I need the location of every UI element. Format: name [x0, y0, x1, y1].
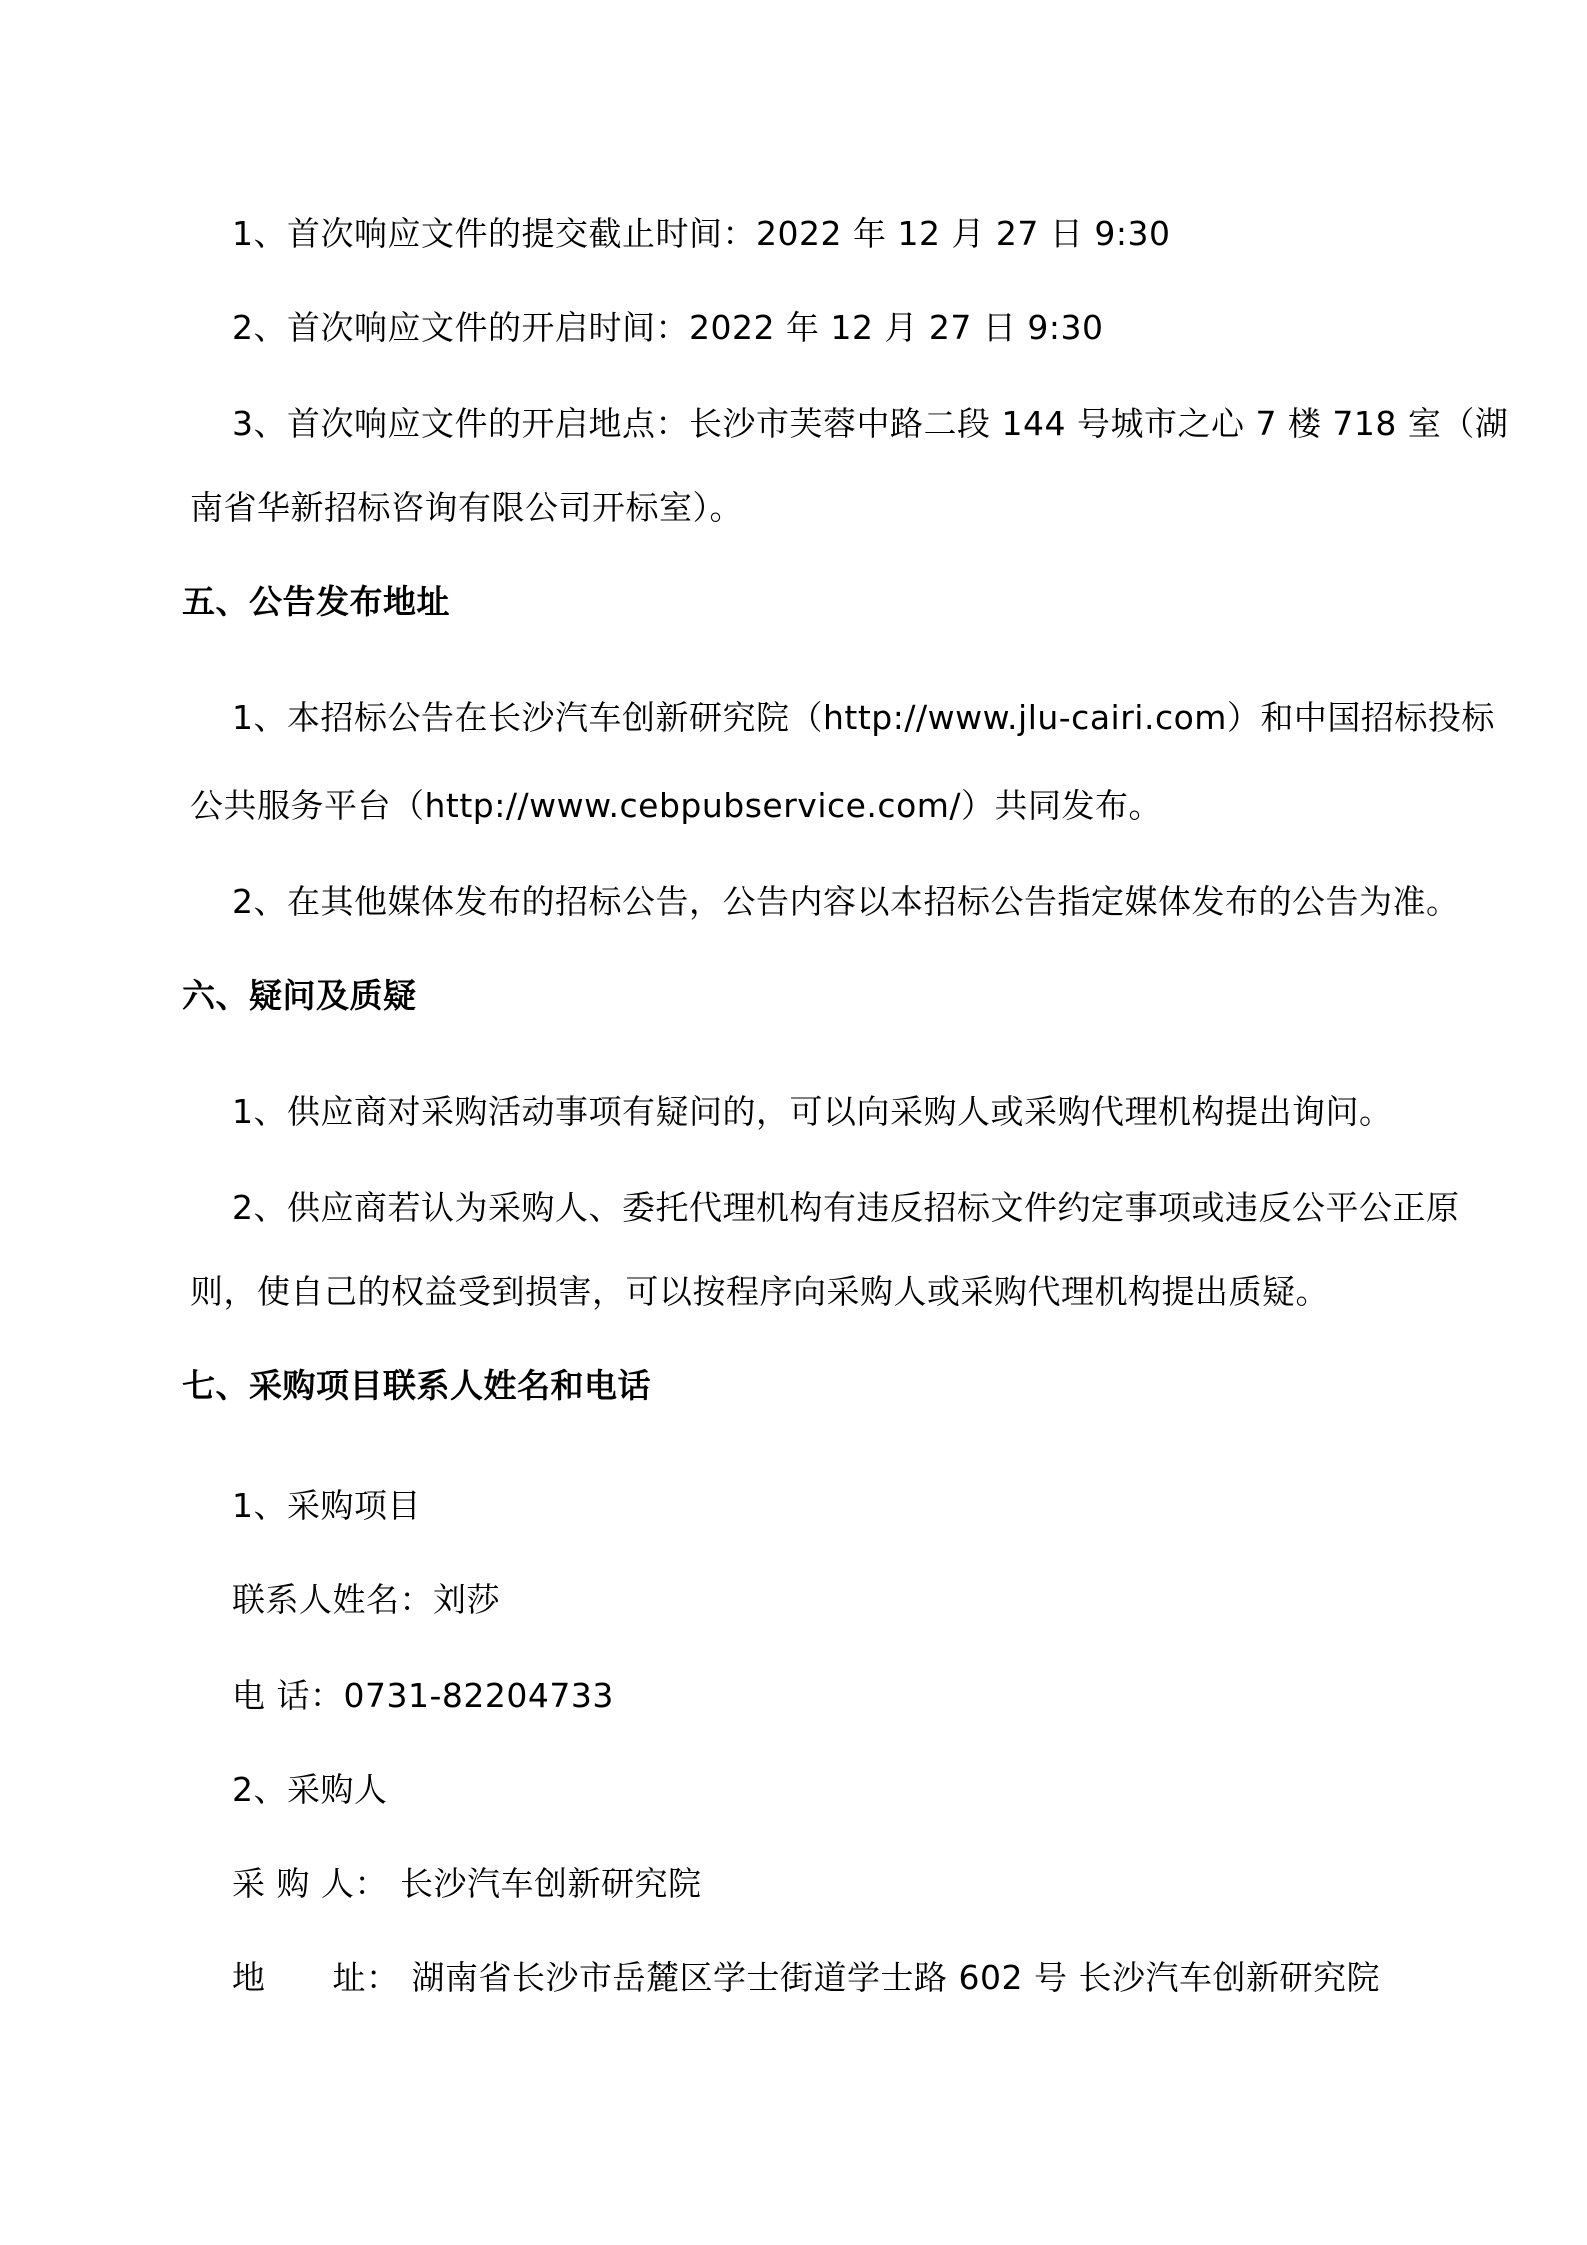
- purchaser-key: 采 购 人：: [232, 1864, 388, 1903]
- section-heading-contacts: 七、采购项目联系人姓名和电话: [182, 1366, 651, 1405]
- publish-item1-line2: 公共服务平台（http://www.cebpubservice.com/）共同发布。: [190, 786, 1163, 825]
- questions-item2-line1: 2、供应商若认为采购人、委托代理机构有违反招标文件约定事项或违反公平公正原: [232, 1188, 1460, 1227]
- section-heading-publish: 五、公告发布地址: [182, 582, 450, 621]
- project-label: 1、采购项目: [232, 1486, 421, 1525]
- purchaser-label: 2、采购人: [232, 1770, 388, 1809]
- address-value: 湖南省长沙市岳麓区学士街道学士路 602 号 长沙汽车创新研究院: [411, 1958, 1380, 1997]
- contact-name: 联系人姓名：刘莎: [232, 1580, 500, 1619]
- address-key: 地 址：: [232, 1958, 400, 1997]
- publish-item1-line1: 1、本招标公告在长沙汽车创新研究院（http://www.jlu-cairi.com）和中国招标投标: [232, 698, 1495, 737]
- questions-item1: 1、供应商对采购活动事项有疑问的，可以向采购人或采购代理机构提出询问。: [232, 1092, 1393, 1131]
- purchaser-row: [232, 1862, 701, 1906]
- purchaser-value: 长沙汽车创新研究院: [399, 1864, 702, 1903]
- address-row: [232, 1956, 1380, 2000]
- section-heading-questions: 六、疑问及质疑: [182, 976, 417, 1015]
- publish-item2: 2、在其他媒体发布的招标公告，公告内容以本招标公告指定媒体发布的公告为准。: [232, 882, 1460, 921]
- opening-deadline: 1、首次响应文件的提交截止时间：2022 年 12 月 27 日 9:30: [232, 214, 1171, 253]
- contact-phone: 电 话：0731-82204733: [232, 1676, 614, 1715]
- opening-time: 2、首次响应文件的开启时间：2022 年 12 月 27 日 9:30: [232, 308, 1104, 347]
- opening-location-line2: 南省华新招标咨询有限公司开标室）。: [190, 488, 743, 527]
- questions-item2-line2: 则，使自己的权益受到损害，可以按程序向采购人或采购代理机构提出质疑。: [190, 1272, 1329, 1311]
- opening-location-line1: 3、首次响应文件的开启地点：长沙市芙蓉中路二段 144 号城市之心 7 楼 718 室（湖: [232, 404, 1509, 443]
